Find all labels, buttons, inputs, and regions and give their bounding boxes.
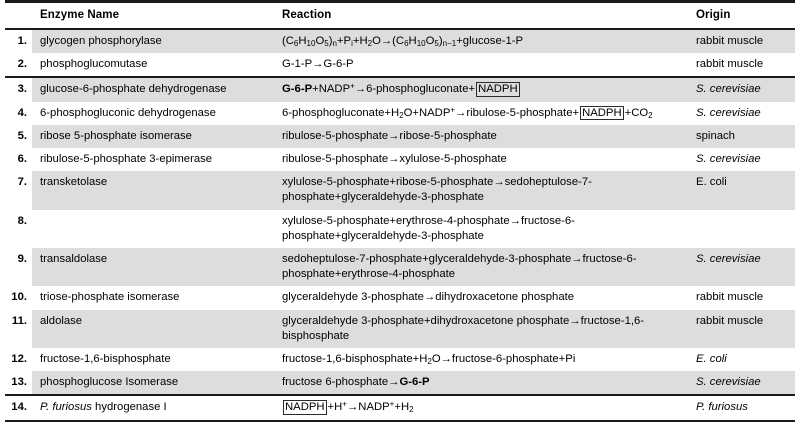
row-number: 4. [5, 102, 32, 125]
enzyme-name-cell: transaldolase [32, 248, 277, 286]
reaction-cell: sedoheptulose-7-phosphate+glyceraldehyde-3-phosphate→fructose-6-phosphate+erythrose-4-phosphate [277, 248, 692, 286]
reaction-cell: ribulose-5-phosphate→xylulose-5-phosphate [277, 148, 692, 171]
origin-cell: E. coli [692, 171, 795, 209]
origin-cell: rabbit muscle [692, 53, 795, 77]
table-row [5, 77, 795, 101]
table-bottom-rule [5, 421, 795, 422]
reaction-cell: xylulose-5-phosphate+erythrose-4-phosphate→fructose-6-phosphate+glyceraldehyde-3-phosphate [277, 210, 692, 248]
reaction-cell: glyceraldehyde 3-phosphate+dihydroxacetone phosphate→fructose-1,6-bisphosphate [277, 310, 692, 348]
table-row [5, 371, 795, 395]
table-row [5, 125, 795, 148]
column-header-enzyme-name: Enzyme Name [40, 9, 120, 21]
table-body [5, 30, 795, 422]
table-row [5, 30, 795, 53]
reaction-cell: ribulose-5-phosphate→ribose-5-phosphate [277, 125, 692, 148]
column-header-reaction: Reaction [282, 9, 332, 21]
reaction-cell: G-6-P+NADP+→6-phosphogluconate+ NADPH [277, 77, 692, 101]
table-row [5, 248, 795, 286]
row-number: 7. [5, 171, 32, 209]
table-row [5, 348, 795, 371]
origin-cell: P. furiosus [692, 395, 795, 420]
highlighted-species: NADPH [580, 106, 625, 121]
row-number: 14. [5, 395, 32, 420]
row-number: 11. [5, 310, 32, 348]
row-number: 8. [5, 210, 32, 248]
origin-cell [692, 210, 795, 248]
reaction-cell: NADPH $+H^+\to NADP^++H_2$ [277, 395, 692, 420]
reaction-cell: xylulose-5-phosphate+ribose-5-phosphate→sedoheptulose-7-phosphate+glyceraldehyde-3-phosphate [277, 171, 692, 209]
table-row [5, 286, 795, 309]
highlighted-species: NADPH [283, 400, 328, 415]
table-row [5, 210, 795, 248]
highlighted-species: NADPH [476, 82, 521, 97]
reaction-cell: $6-phosphogluconate+H_2O+NADP^+\to ribulose-5-phosphate+$ NADPH $+CO_2$ [277, 102, 692, 125]
origin-cell: S. cerevisiae [692, 77, 795, 101]
enzyme-name-cell: P. furiosus hydrogenase I [32, 395, 277, 420]
table-row [5, 102, 795, 125]
enzyme-name-cell: ribose 5-phosphate isomerase [32, 125, 277, 148]
origin-cell: S. cerevisiae [692, 148, 795, 171]
origin-cell: S. cerevisiae [692, 371, 795, 395]
reaction-cell: fructose 6-phosphate→G-6-P [277, 371, 692, 395]
row-number: 13. [5, 371, 32, 395]
enzyme-table [5, 0, 795, 422]
header-row [5, 3, 795, 29]
reaction-cell: glyceraldehyde 3-phosphate→dihydroxacetone phosphate [277, 286, 692, 309]
enzyme-name-cell: aldolase [32, 310, 277, 348]
enzyme-name-cell: phosphoglucomutase [32, 53, 277, 77]
origin-cell: rabbit muscle [692, 286, 795, 309]
table-row [5, 53, 795, 77]
row-number: 9. [5, 248, 32, 286]
column-header-number [5, 3, 32, 29]
enzyme-name-cell: ribulose-5-phosphate 3-epimerase [32, 148, 277, 171]
origin-cell: rabbit muscle [692, 310, 795, 348]
table-row [5, 171, 795, 209]
origin-cell: S. cerevisiae [692, 102, 795, 125]
enzyme-name-cell: triose-phosphate isomerase [32, 286, 277, 309]
column-header-origin: Origin [696, 9, 731, 21]
origin-cell: E. coli [692, 348, 795, 371]
row-number: 5. [5, 125, 32, 148]
reaction-cell: $(C_6H_{10}O_5)_n+P_i+H_2O\to(C_6H_{10}O_5)_{n-1}+glucose-1-P$ [277, 30, 692, 53]
table-header [5, 2, 795, 31]
row-number: 1. [5, 30, 32, 53]
table-row [5, 395, 795, 420]
enzyme-name-cell: glucose-6-phosphate dehydrogenase [32, 77, 277, 101]
reaction-cell: G-1-P→G-6-P [277, 53, 692, 77]
origin-cell: S. cerevisiae [692, 248, 795, 286]
enzyme-name-cell [32, 210, 277, 248]
enzyme-name-cell: transketolase [32, 171, 277, 209]
enzyme-name-cell: phosphoglucose Isomerase [32, 371, 277, 395]
row-number: 10. [5, 286, 32, 309]
table-row [5, 148, 795, 171]
row-number: 6. [5, 148, 32, 171]
enzyme-name-cell: fructose-1,6-bisphosphate [32, 348, 277, 371]
row-number: 2. [5, 53, 32, 77]
origin-cell: spinach [692, 125, 795, 148]
reaction-cell: fructose-$1,6-bisphosphate+H_2O\to fructose-6-phosphate+Pi$ [277, 348, 692, 371]
table-row [5, 310, 795, 348]
row-number: 3. [5, 77, 32, 101]
enzyme-name-cell: glycogen phosphorylase [32, 30, 277, 53]
enzyme-name-cell: 6-phosphogluconic dehydrogenase [32, 102, 277, 125]
row-number: 12. [5, 348, 32, 371]
origin-cell: rabbit muscle [692, 30, 795, 53]
